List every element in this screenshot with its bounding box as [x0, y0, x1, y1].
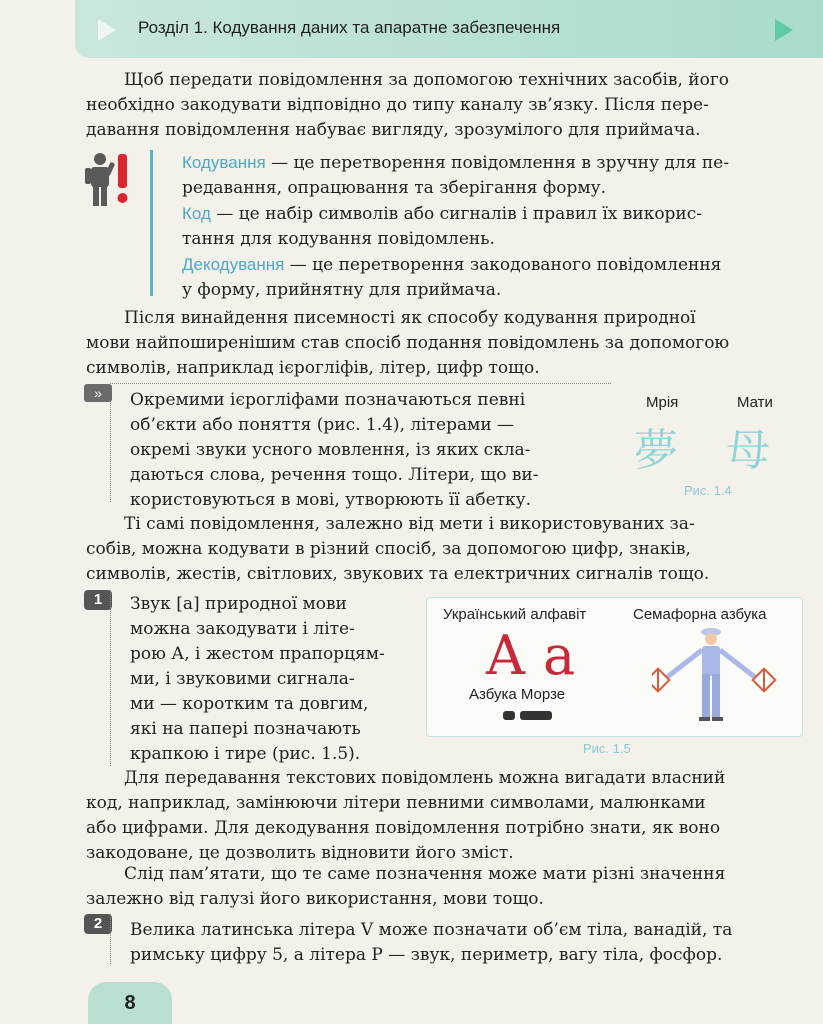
figure-1-5: Український алфавіт Семафорна азбука А а Азбука Морзе — [426, 597, 803, 737]
morse-dot — [503, 711, 515, 720]
definition-item: Кодування — це перетворення повідомлення в зручну для пе- — [182, 153, 729, 173]
example-badge: 1 — [84, 590, 112, 610]
example-divider — [110, 914, 112, 964]
hieroglyph-dream: 夢 — [634, 425, 678, 476]
figure-1-4: Мрія Мати 夢 母 Рис. 1.4 — [634, 394, 773, 498]
note-marker-icon: » — [84, 384, 112, 402]
note-text: Окремими ієрогліфами позначаються певні об’єкти або поняття (рис. 1.4), літерами — окремі звуки усного мовлення, із яких скла- даються слова, речення тощо. Літери, що ви- користовуються в мові, утворюють її абетку. — [130, 390, 539, 510]
play-triangle-icon — [775, 19, 793, 41]
definition-list: Кодування — це перетворення повідомлення в зручну для пе- редавання, опрацювання та зберігання форму. Код — це набір символів або сигналів і правил їх викорис- тання для кодування повідомлень. Декодування — це перетворення закодованого повідомлення у форму, прийнятну для приймача. — [182, 150, 802, 303]
figure-caption: Рис. 1.5 — [583, 741, 631, 756]
play-triangle-icon — [98, 19, 116, 41]
intro-paragraph: Щоб передати повідомлення за допомогою технічних засобів, його необхідно закодувати відповідно до типу каналу зв’язку. Після пере- давання повідомлення набуває вигляду, зрозумілого для приймача. — [86, 70, 730, 140]
example-2-text: Велика латинська літера V може позначати об’єм тіла, ванадій, та римську цифру 5, а літера Р — звук, периметр, вагу тіла, фосфор. — [130, 920, 733, 965]
chapter-header — [75, 0, 823, 58]
hieroglyph-mother: 母 — [726, 425, 770, 476]
meaning-paragraph: Слід пам’ятати, що те саме позначення може мати різні значення залежно від галузі його використання, мови тощо. — [86, 864, 726, 909]
definition-item: Декодування — це перетворення закодованого повідомлення — [182, 255, 722, 275]
semaphore-signaller-illustration — [652, 626, 792, 726]
encoding-methods-paragraph: Ті самі повідомлення, залежно від мети і використовуваних за- собів, можна кодувати в різний спосіб, за допомогою цифр, знаків, символів, жестів, світлових, звукових та електричних сигналів тощо. — [86, 514, 710, 584]
letter-a: А а — [485, 624, 576, 687]
custom-code-paragraph: Для передавання текстових повідомлень можна вигадати власний код, наприклад, замінюючи літери певними символами, малюнками або цифрами. Для декодування повідомлення потрібно знати, як воно закодоване, це дозволить відновити його зміст. — [86, 768, 726, 863]
page-number: 8 — [88, 982, 172, 1024]
morse-dash — [520, 711, 552, 720]
example-badge: 2 — [84, 914, 112, 934]
example-1-text: Звук [а] природної мови можна закодувати і літе- рою А, і жестом прапорцям- ми, і звуковими сигнала- ми — коротким та довгим, які на папері позначають крапкою і тире (рис. 1.5). — [130, 594, 385, 764]
important-info-icon — [84, 150, 136, 210]
example-divider — [110, 590, 112, 766]
writing-paragraph: Після винайдення писемності як способу кодування природної мови найпоширенішим став спосіб подання повідомлень за допомогою символів, наприклад ієрогліфів, літер, цифр тощо. — [86, 308, 730, 378]
chapter-title: Розділ 1. Кодування даних та апаратне забезпечення — [138, 18, 561, 37]
figure-caption: Рис. 1.4 — [684, 483, 732, 498]
definition-accent-bar — [150, 150, 153, 296]
definition-item: Код — це набір символів або сигналів і правил їх викорис- — [182, 204, 703, 224]
